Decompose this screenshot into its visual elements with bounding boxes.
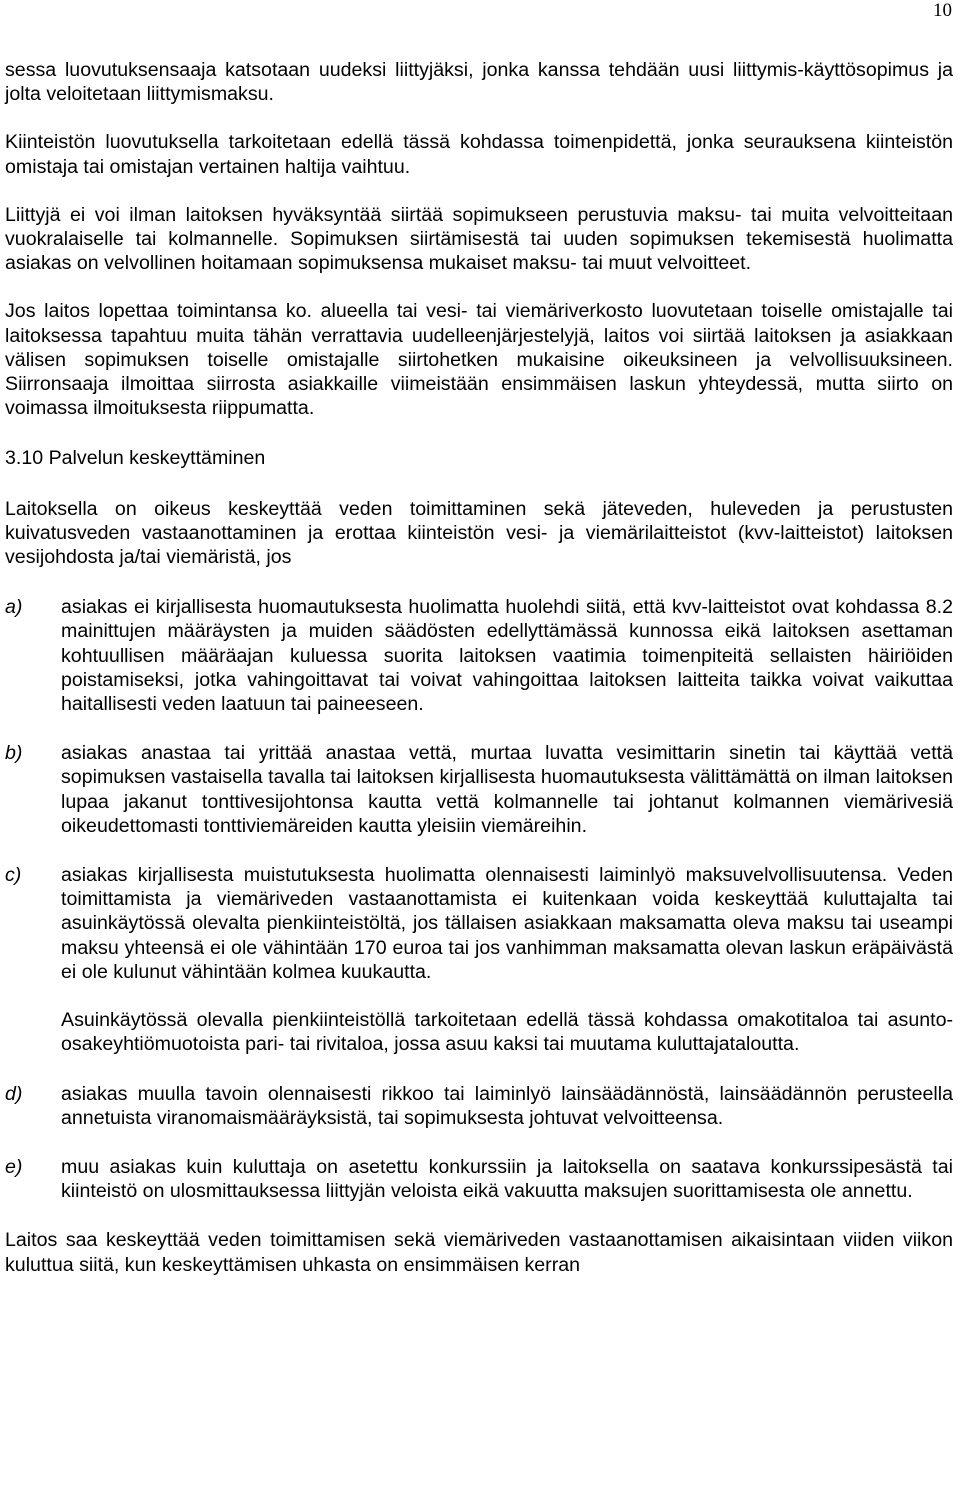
- section-heading: 3.10 Palvelun keskeyttäminen: [5, 447, 266, 470]
- list-item-c-note: Asuinkäytössä olevalla pienkiinteistöllä tarkoitetaan edellä tässä kohdassa omakotitaloa tai asunto-osakeyhtiömuotoista pari- tai rivitaloa, jossa asuu kaksi tai muutama kuluttajataloutta.: [61, 1009, 953, 1056]
- list-item-text: asiakas anastaa tai yrittää anastaa vettä, murtaa luvatta vesimittarin sinetin tai käyttää vettä sopimuksen vastaisella tavalla tai laitoksen kirjallisesta huomautuksesta välittämättä on ilman laitoksen lupaa jakanut tonttivesijohtonsa kautta vettä kolmannelle tai johtanut kolmannen viemärivesiä oikeudettomasti tonttiviemäreiden kautta yleisiin viemäreihin.: [61, 742, 953, 837]
- paragraph-continuation: sessa luovutuksensaaja katsotaan uudeksi liittyjäksi, jonka kanssa tehdään uusi liittymis-käyttösopimus ja jolta veloitetaan liittymismaksu.: [5, 59, 953, 106]
- page-number: 10: [933, 0, 952, 21]
- list-item-d: [5, 1082, 953, 1130]
- paragraph-property-transfer: Kiinteistön luovutuksella tarkoitetaan edellä tässä kohdassa toimenpidettä, jonka seurauksena kiinteistön omistaja tai omistajan vertainen haltija vaihtuu.: [5, 131, 953, 178]
- list-item-e: [5, 1155, 953, 1203]
- list-item-c: [5, 863, 953, 984]
- list-item-text: asiakas ei kirjallisesta huomautuksesta huolimatta huolehdi siitä, että kvv-laitteistot ovat kohdassa 8.2 mainittujen määräysten ja muiden säädösten edellyttämässä kunnossa eikä laitoksen asettaman kohtuullisen määräajan kuluessa suorita laitoksen vaatimia toimenpiteitä sellaisten häiriöiden poistamiseksi, jotka vahingoittavat tai voivat vahingoittaa laitoksen laitteita taikka voivat vaikuttaa haitallisesti veden laatuun tai paineeseen.: [61, 596, 953, 716]
- list-marker: b): [5, 742, 23, 765]
- list-marker: d): [5, 1082, 23, 1105]
- paragraph-obligation-transfer: Liittyjä ei voi ilman laitoksen hyväksyntää siirtää sopimukseen perustuvia maksu- tai muita velvoitteitaan vuokralaiselle tai kolmannelle. Sopimuksen siirtämisestä tai uuden sopimuksen tekemisestä huolimatta asiakas on velvollinen hoitamaan sopimuksensa mukaiset maksu- tai muut velvoitteet.: [5, 203, 953, 275]
- list-marker: e): [5, 1155, 23, 1178]
- paragraph-closing: Laitos saa keskeyttää veden toimittamisen sekä viemäriveden vastaanottamisen aikaisintaan viiden viikon kuluttua siitä, kun keskeyttämisen uhkasta on ensimmäisen kerran: [5, 1229, 953, 1276]
- list-marker: a): [5, 596, 23, 619]
- list-marker: c): [5, 864, 22, 887]
- document-body: [5, 58, 953, 1277]
- list-item-b: [5, 741, 953, 838]
- section-intro: Laitoksella on oikeus keskeyttää veden toimittaminen sekä jäteveden, huleveden ja perustusten kuivatusveden vastaanottaminen ja erottaa kiinteistön vesi- ja viemärilaitteistot (kvv-laitteistot) laitoksen vesijohdosta ja/tai viemäristä, jos: [5, 497, 953, 569]
- list-item-a: [5, 595, 953, 716]
- list-item-text: asiakas kirjallisesta muistutuksesta huolimatta olennaisesti laiminlyö maksuvelvollisuutensa. Veden toimittamista ja viemäriveden vastaanottamista ei kuitenkaan voida keskeyttää kuluttajalta tai asuinkäytössä olevalta pienkiinteistöltä, jos tällaisen asiakkaan maksamatta oleva maksu tai useampi maksu yhteensä ei ole vähintään 170 euroa tai jos vanhimman maksamatta olevan laskun eräpäivästä ei ole kulunut vähintään kolmea kuukautta.: [61, 864, 953, 983]
- list-item-text: muu asiakas kuin kuluttaja on asetettu konkurssiin ja laitoksella on saatava konkurssipesästä tai kiinteistö on ulosmittauksessa liittyjän veloista eikä vakuutta maksujen suorittamisesta ole annettu.: [61, 1155, 953, 1203]
- paragraph-operator-change: Jos laitos lopettaa toimintansa ko. alueella tai vesi- tai viemäriverkosto luovutetaan toiselle omistajalle tai laitoksessa tapahtuu muita tähän verrattavia uudelleenjärjestelyjä, laitos voi siirtää laitoksen ja asiakkaan välisen sopimuksen toiselle omistajalle siirtohetken mukaisine oikeuksineen ja velvollisuuksineen. Siirronsaaja ilmoittaa siirrosta asiakkaille viimeistään ensimmäisen laskun yhteydessä, mutta siirto on voimassa ilmoituksesta riippumatta.: [5, 300, 953, 420]
- list-item-text: asiakas muulla tavoin olennaisesti rikkoo tai laiminlyö lainsäädännöstä, lainsäädännön perusteella annetuista viranomaismääräyksistä, tai sopimuksesta johtuvat velvoitteensa.: [61, 1082, 953, 1129]
